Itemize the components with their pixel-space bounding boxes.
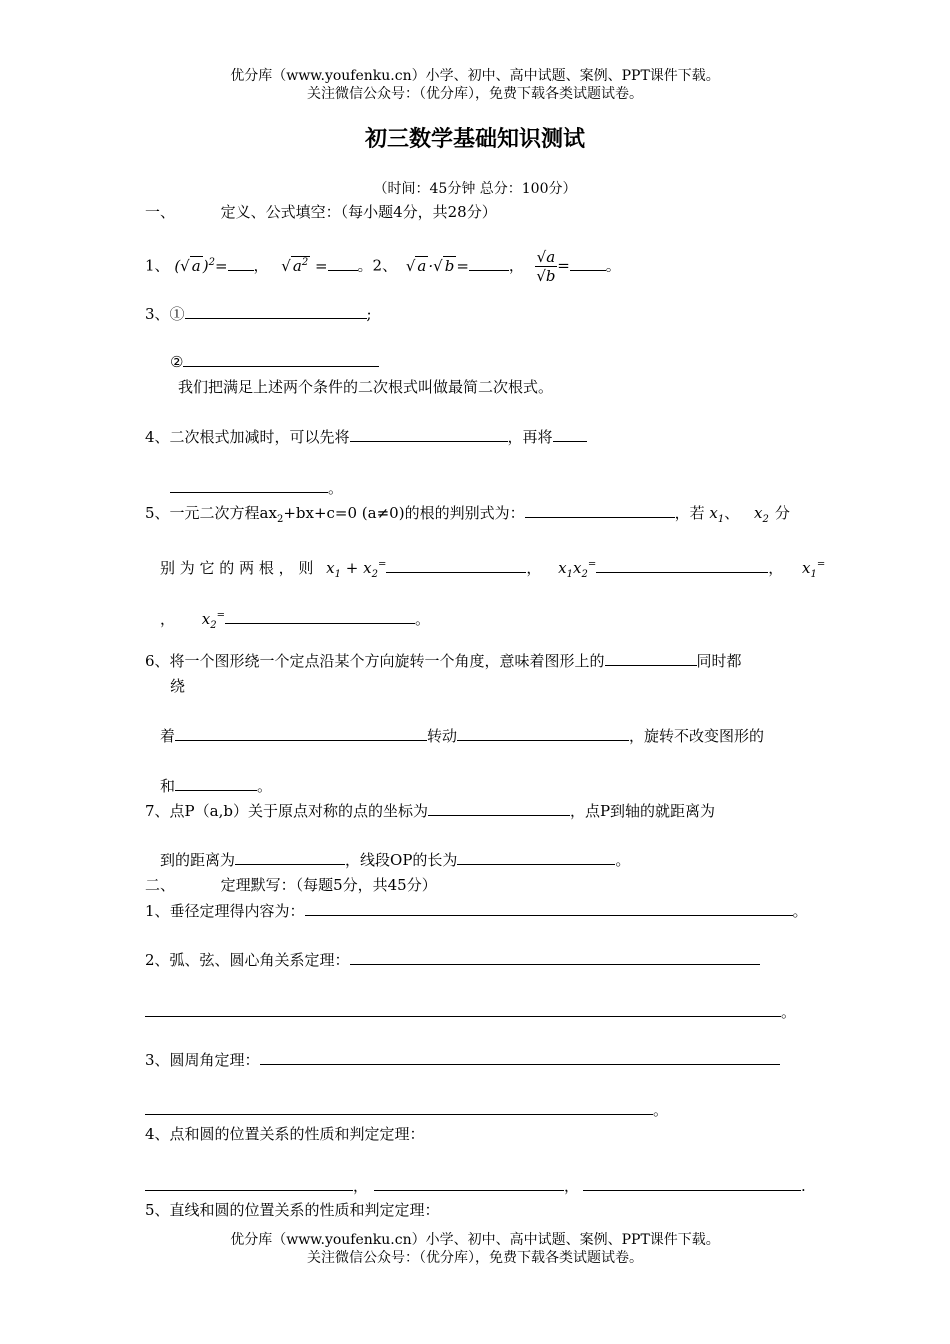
q4-text: 4、二次根式加减时，可以先将 [145,428,350,446]
q5-x2: $x_2$ [754,504,769,525]
q6-blank-4[interactable] [175,776,257,791]
section-2-heading [145,875,437,895]
t1-text: 1、垂径定理得内容为： [145,902,305,920]
t4-comma-1: ， [353,1177,369,1195]
q5-line-2-text: 别 为 它 的 两 根 ， 则 [160,559,314,577]
q4-blank-2[interactable] [553,427,587,442]
q4-blank-1[interactable] [350,427,508,442]
t4-end: . [801,1177,806,1195]
q5-product-expr: $x_1x_2$ [558,559,588,580]
q2-blank-2[interactable] [570,256,606,271]
section-2-text: 定理默写：（每题5分，共45分） [220,876,437,894]
t4-blank-2[interactable] [374,1176,564,1191]
t3-end: 。 [653,1101,669,1119]
q1-expr-sqrt-a2: √ $a^2$ = [281,256,328,275]
question-1: 1、 (√ a )$^2$= ， √ $a^2$ = 。2、 √ a ·√ b = ， $\frac{√a}{√b}$ = 。 [145,248,621,285]
theorem-3 [145,1050,780,1070]
q7-line-2: 到的距离为 [160,851,236,869]
t4-blank-3[interactable] [583,1176,801,1191]
q7-mid: ，线段OP的长为 [345,851,458,869]
header-line-1: 优分库（www.youfenku.cn）小学、初中、高中试题、案例、PPT课件下载。 [230,68,720,84]
page-title: 初三数学基础知识测试 [364,126,585,152]
q1-blank-1[interactable] [228,256,254,271]
section-1-heading [145,202,497,222]
q5-blank-x2[interactable] [225,609,415,624]
q5-text-2: +bx+c=0 (a≠0)的根的判别式为： [283,504,525,522]
q4-end: 。 [328,479,344,497]
q5-exponent: 2 [276,514,284,525]
q6-text: 6、将一个图形绕一个定点沿某个方向旋转一个角度，意味着图形上的 [145,652,605,670]
q6-blank-1[interactable] [605,651,697,666]
q5-x2-expr: $x_2$ [201,610,217,631]
q6-end: 。 [257,777,273,795]
t2-blank-2[interactable] [145,1002,781,1017]
theorem-1 [145,901,808,921]
q3-number: 3、① [145,305,185,323]
question-7 [145,801,715,821]
t3-blank-2[interactable] [145,1100,653,1115]
q2-expr-fraction: $\frac{√a}{√b}$ [536,248,556,285]
question-4 [145,427,587,447]
footer-line-2: 关注微信公众号：（优分库），免费下载各类试题试卷。 [307,1250,643,1266]
q5-text: 5、一元二次方程ax [145,504,277,522]
t2-blank-1[interactable] [350,950,760,965]
q7-blank-3[interactable] [457,850,615,865]
q2-number: 。2、 [357,256,398,275]
q5-sum-expr: $x_1 + x_2$ [326,559,378,580]
q3-note: 我们把满足上述两个条件的二次根式叫做最简二次根式。 [178,378,554,396]
t4-blank-1[interactable] [145,1176,353,1191]
q7-text: 7、点P（a,b）关于原点对称的点的坐标为 [145,802,428,820]
question-3-part-2 [170,352,379,372]
q5-eq-1: = [377,559,387,570]
t4-comma-2: ， [564,1177,580,1195]
section-2-label: 二、 [145,876,176,894]
question-5 [145,503,790,530]
q3-circle-two: ② [170,353,184,371]
q6-rao: 绕 [170,677,186,695]
question-5-line-3 [160,606,430,636]
question-6-line-2 [160,726,764,746]
q4-mid: ，再将 [507,428,553,446]
q5-dun: 、 [724,504,740,522]
q3-blank-2[interactable] [183,352,379,367]
q4-blank-3[interactable] [170,478,328,493]
q5-x1-expr: $x_1$ [802,559,817,580]
q1-number: 1、 [145,256,170,275]
question-6 [145,651,742,671]
q7-blank-1[interactable] [428,801,570,816]
q2-blank-1[interactable] [469,256,509,271]
question-7-line-2 [160,850,630,870]
q1-blank-2[interactable] [328,256,358,271]
question-6-line-3 [160,776,272,796]
q6-zhe: 着 [160,727,176,745]
theorem-4: 4、点和圆的位置关系的性质和判定定理： [145,1125,425,1143]
q3-semicolon: ; [366,305,372,323]
section-1-text: 定义、公式填空：（每小题4分，共28分） [220,203,497,221]
theorem-3-cont [145,1100,668,1120]
q2-end: 。 [605,256,621,275]
q7-blank-2[interactable] [235,850,345,865]
q6-zhuandong: 转动 [427,727,458,745]
q2-expr-product: √ a ·√ b = [405,256,469,275]
t3-text: 3、圆周角定理： [145,1051,260,1069]
q5-fen: 分 [774,504,790,522]
q7-tail: ，点P到轴的就距离为 [569,802,716,820]
question-4-cont [170,478,343,498]
theorem-2 [145,950,760,970]
t2-end: 。 [781,1003,797,1021]
q5-end: 。 [415,610,431,628]
header-line-2: 关注微信公众号：（优分库），免费下载各类试题试卷。 [307,86,643,102]
q6-blank-3[interactable] [457,726,629,741]
q7-end: 。 [615,851,631,869]
theorem-4-cont [145,1176,806,1196]
t2-text: 2、弧、弦、圆心角关系定理： [145,951,350,969]
q6-he: 和 [160,777,176,795]
page-subtitle: （时间：45分钟 总分：100分） [373,181,577,197]
q5-blank-product[interactable] [596,558,768,573]
theorem-5: 5、直线和圆的位置关系的性质和判定定理： [145,1201,440,1219]
q6-blank-2[interactable] [175,726,427,741]
q5-x1: $x_1$ [709,504,725,525]
q5-eq-2: = [587,559,597,570]
t1-blank[interactable] [305,901,793,916]
question-5-line-2 [160,555,825,585]
q5-eq-3: = [816,559,826,570]
q6-tongshi: 同时都 [696,652,742,670]
theorem-2-cont [145,1002,796,1022]
q5-comma-3: ， [160,610,176,628]
q5-ruo: ，若 [674,504,705,522]
q5-blank-sum[interactable] [386,558,526,573]
q1-expr-sqrt-a-squared: (√ a )$^2$= [174,256,228,275]
t3-blank-1[interactable] [260,1050,780,1065]
footer-line-1: 优分库（www.youfenku.cn）小学、初中、高中试题、案例、PPT课件下载。 [230,1232,720,1248]
q3-blank-1[interactable] [185,304,367,319]
section-1-label: 一、 [145,203,176,221]
q5-blank-discriminant[interactable] [525,503,675,518]
q5-eq-4: = [216,610,226,621]
q6-tail: ，旋转不改变图形的 [629,727,765,745]
question-3-part-1 [145,304,372,324]
t1-end: 。 [792,902,808,920]
q5-comma-2: ， [768,559,784,577]
q5-comma-1: ， [526,559,542,577]
